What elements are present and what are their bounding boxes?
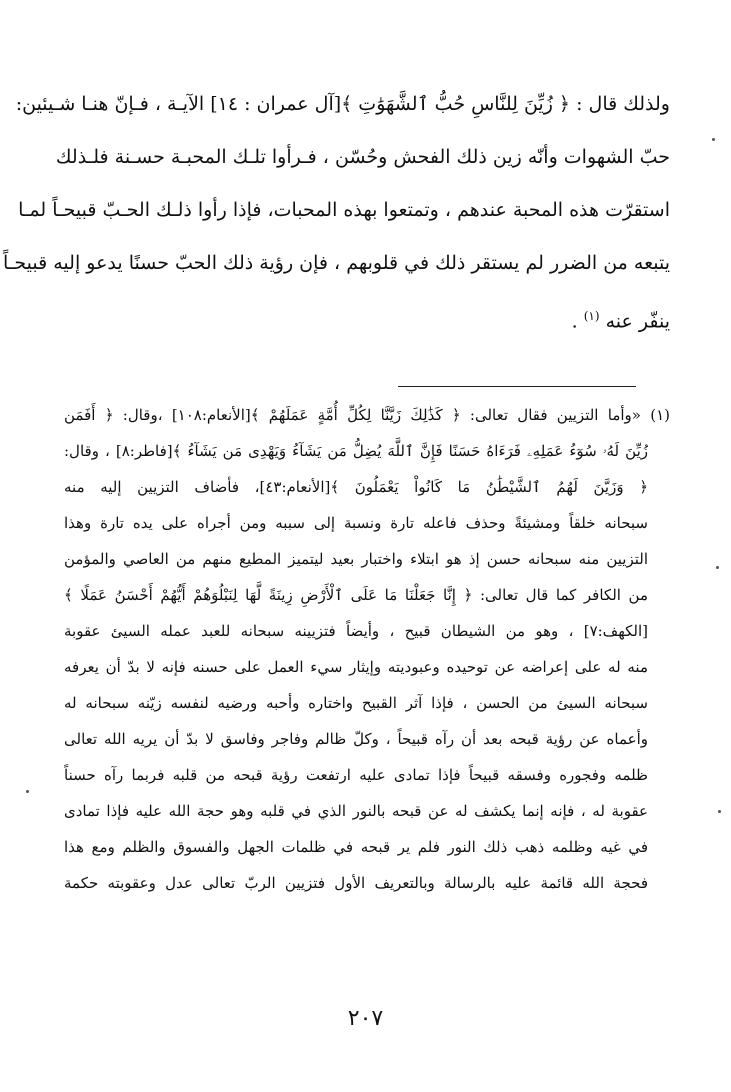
footnote-reference: (١) <box>583 309 600 323</box>
scan-speck <box>712 138 715 141</box>
footnote-line: زُيِّنَ لَهُۥ سُوٓءُ عَمَلِهِۦ فَرَءَاهُ حَسَنًا فَإِنَّ ٱللَّهَ يُضِلُّ مَن يَشَآءُ وَيَهْدِى مَن يَشَآءُ ﴾[فاطر:٨] ، وقال: <box>64 442 648 460</box>
footnote-line: فحجة الله قائمة عليه بالرسالة وبالتعريف الأول فتزيين الربّ تعالى عدل وعقوبته حكمة <box>64 874 648 892</box>
main-text-last-line: ينفّر عنه $^{(١)}$ . <box>571 309 670 333</box>
main-text-line: ولذلك قال : ﴿ زُيِّنَ لِلنَّاسِ حُبُّ ٱلشَّهَوَٰتِ ﴾[آل عمران : ١٤] الآيـة ، فـإنّ هنـا شـيئين: <box>15 93 670 115</box>
main-text-line: يتبعه من الضرر لم يستقر ذلك في قلوبهم ، فإن رؤية ذلك الحبّ حسنًا يدعو إليه قبيحـاً <box>3 252 670 274</box>
footnote-line: عقوبة له ، فإنه إنما يكشف له عن قبحه بالنور الذي في قلبه وهو حجة الله عليه فإذا تمادى <box>64 802 648 820</box>
footnote-divider <box>398 386 636 387</box>
main-text-line: حبّ الشهوات وأنّه زين ذلك الفحش وحُسّن ، فـرأوا تلـك المحبـة حسـنة فلـذلك <box>55 146 670 168</box>
page-number: ٢٠٧ <box>347 1006 384 1031</box>
footnote-line: منه له على إعراضه عن توحيده وعبوديته وإيثار سيء العمل على حسنه فإنه لا بدّ أن يعرفه <box>64 658 648 676</box>
scan-speck <box>718 810 721 813</box>
footnote-line: ظلمه وفجوره وفسقه قبيحاً فإذا تمادى عليه ارتفعت رؤية قبحه من قلبه فربما رآه حسناً <box>64 766 648 784</box>
footnote-line: (١) «وأما التزيين فقال تعالى: ﴿ كَذَٰلِكَ زَيَّنَّا لِكُلِّ أُمَّةٍ عَمَلَهُمْ ﴾[الأنعام:١٠٨] ،وقال: ﴿ أَفَمَن <box>64 406 670 424</box>
footnote-line: في غيه وظلمه ذهب ذلك النور فلم ير قبحه في ظلمات الجهل والفسوق والظلم ومع هذا <box>64 838 648 856</box>
footnotes-block <box>64 397 670 901</box>
footnote-line: سبحانه السيئ من الحسن ، فإذا آثر القبيح واختاره وأحبه ورضيه لنفسه زيّنه سبحانه له <box>64 694 648 712</box>
footnote-line: التزيين منه سبحانه حسن إذ هو ابتلاء واختبار بعيد ليتميز المطيع منهم من العاصي والمؤمن <box>64 550 648 568</box>
footnote-line: ﴿ وَزَيَّنَ لَهُمُ ٱلشَّيْطَٰنُ مَا كَانُواْ يَعْمَلُونَ ﴾[الأنعام:٤٣]، فأضاف التزيين إليه منه <box>64 478 648 496</box>
footnote-line: سبحانه خلقاً ومشيئةً وحذف فاعله تارة ونسبة إلى سببه ومن أجراه على يده تارة وهذا <box>64 514 648 532</box>
main-text-block <box>3 78 670 343</box>
footnote-line: من الكافر كما قال تعالى: ﴿ إِنَّا جَعَلْنَا مَا عَلَى ٱلْأَرْضِ زِينَةً لَّهَا لِنَبْلُوَهُمْ أَيُّهُمْ أَحْسَنُ عَمَلًا ﴾ <box>64 586 648 604</box>
footnote-line: [الكهف:٧] ، وهو من الشيطان قبيح ، وأيضاً فتزيينه سبحانه للعبد عمله السيئ عقوبة <box>64 622 648 640</box>
footnote-line: وأعماه عن رؤية قبحه بعد أن رآه قبيحاً ، وكلّ ظالم وفاجر وفاسق لا بدّ أن يريه الله تعالى <box>64 730 648 748</box>
scan-speck <box>716 566 719 569</box>
main-text-line-end: ينفّر عنه <box>605 310 670 333</box>
scan-speck <box>26 790 29 793</box>
main-text-line: استقرّت هذه المحبة عندهم ، وتمتعوا بهذه المحبات، فإذا رأوا ذلـك الحـبّ قبيحـاً لمـا <box>18 199 670 221</box>
